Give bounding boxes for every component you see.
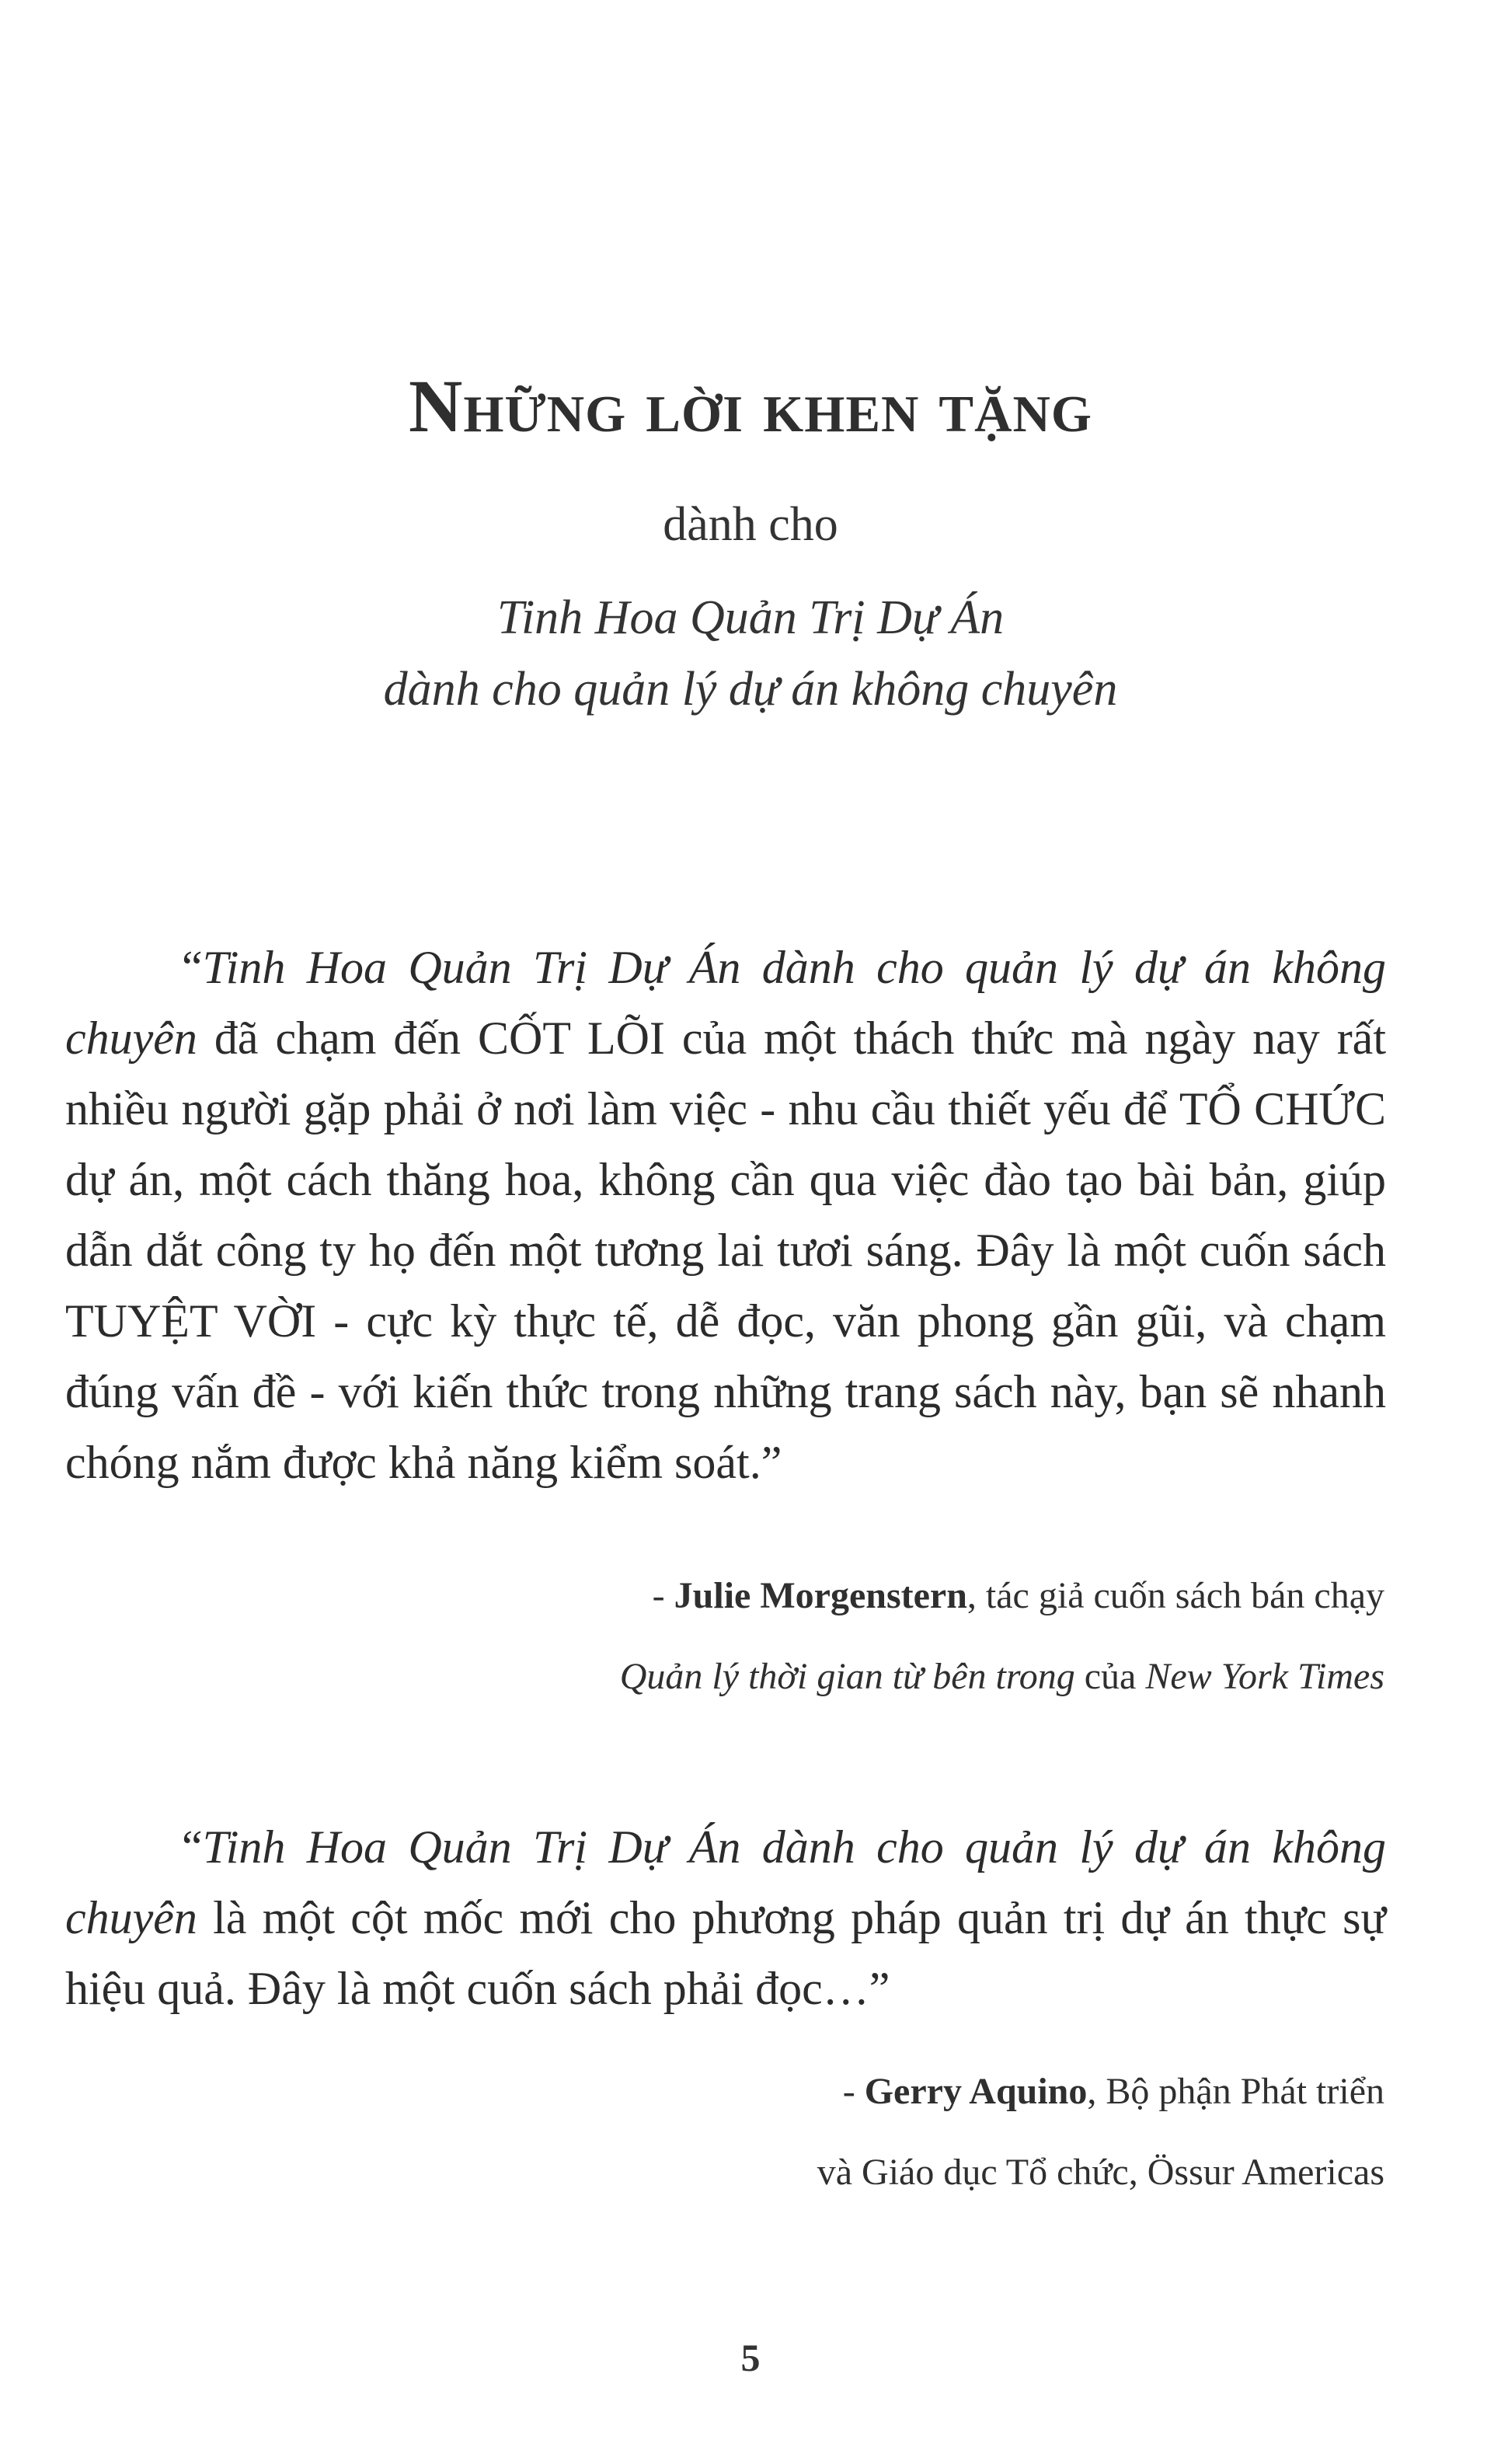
book-subtitle: dành cho quản lý dự án không chuyên xyxy=(383,663,1118,716)
page-title-text: Những lời khen tặng xyxy=(408,364,1093,448)
page-number: 5 xyxy=(740,2336,761,2379)
quote-open-mark: “ xyxy=(182,942,203,993)
quote-open-mark: “ xyxy=(182,1821,203,1873)
quote-body: là một cột mốc mới cho phương pháp quản trị dự án thực sự hiệu quả. Đây là một cuốn sách phải đọc…” xyxy=(65,1892,1386,2014)
testimonial-quote-2 xyxy=(65,1812,1386,2024)
attribution-name: Gerry Aquino xyxy=(864,2071,1088,2112)
book-title: Tinh Hoa Quản Trị Dự Án xyxy=(496,591,1005,644)
subtitle: dành cho xyxy=(663,498,838,551)
testimonial-attribution-1 xyxy=(620,1556,1384,1717)
attribution-line-1 xyxy=(817,2051,1384,2132)
attribution-line-2: và Giáo dục Tổ chức, Össur Americas xyxy=(817,2152,1384,2193)
testimonial-attribution-2 xyxy=(817,2051,1384,2213)
attribution-dash: - xyxy=(652,1575,674,1616)
attribution-dash: - xyxy=(842,2071,865,2112)
attribution-book: Quản lý thời gian từ bên trong xyxy=(619,1656,1075,1697)
attribution-role: , Bộ phận Phát triển xyxy=(1087,2071,1384,2112)
attribution-line-1 xyxy=(620,1556,1384,1636)
quote-book-title: Tinh Hoa Quản Trị Dự Án dành cho quản lý dự án không chuyên xyxy=(65,942,1386,1064)
attribution-name: Julie Morgenstern xyxy=(674,1575,967,1616)
testimonial-quote-1 xyxy=(65,932,1386,1498)
attribution-publisher: New York Times xyxy=(1145,1656,1384,1697)
quote-book-title: Tinh Hoa Quản Trị Dự Án dành cho quản lý dự án không chuyên xyxy=(65,1821,1386,1943)
attribution-role: , tác giả cuốn sách bán chạy xyxy=(966,1575,1384,1616)
attribution-connector: của xyxy=(1074,1656,1146,1697)
page-title xyxy=(0,365,1501,448)
attribution-line-2 xyxy=(620,1636,1384,1717)
quote-body: đã chạm đến CỐT LÕI của một thách thức mà ngày nay rất nhiều người gặp phải ở nơi làm việc - nhu cầu thiết yếu để TỔ CHỨC dự án, một cách thăng hoa, không cần qua việc đào tạo bài bản, giúp dẫn dắt công ty họ đến một tương lai tươi sáng. Đây là một cuốn sách TUYỆT VỜI - cực kỳ thực tế, dễ đọc, văn phong gần gũi, và chạm đúng vấn đề - với kiến thức trong những trang sách này, bạn sẽ nhanh chóng nắm được khả năng kiểm soát.” xyxy=(65,1012,1386,1488)
